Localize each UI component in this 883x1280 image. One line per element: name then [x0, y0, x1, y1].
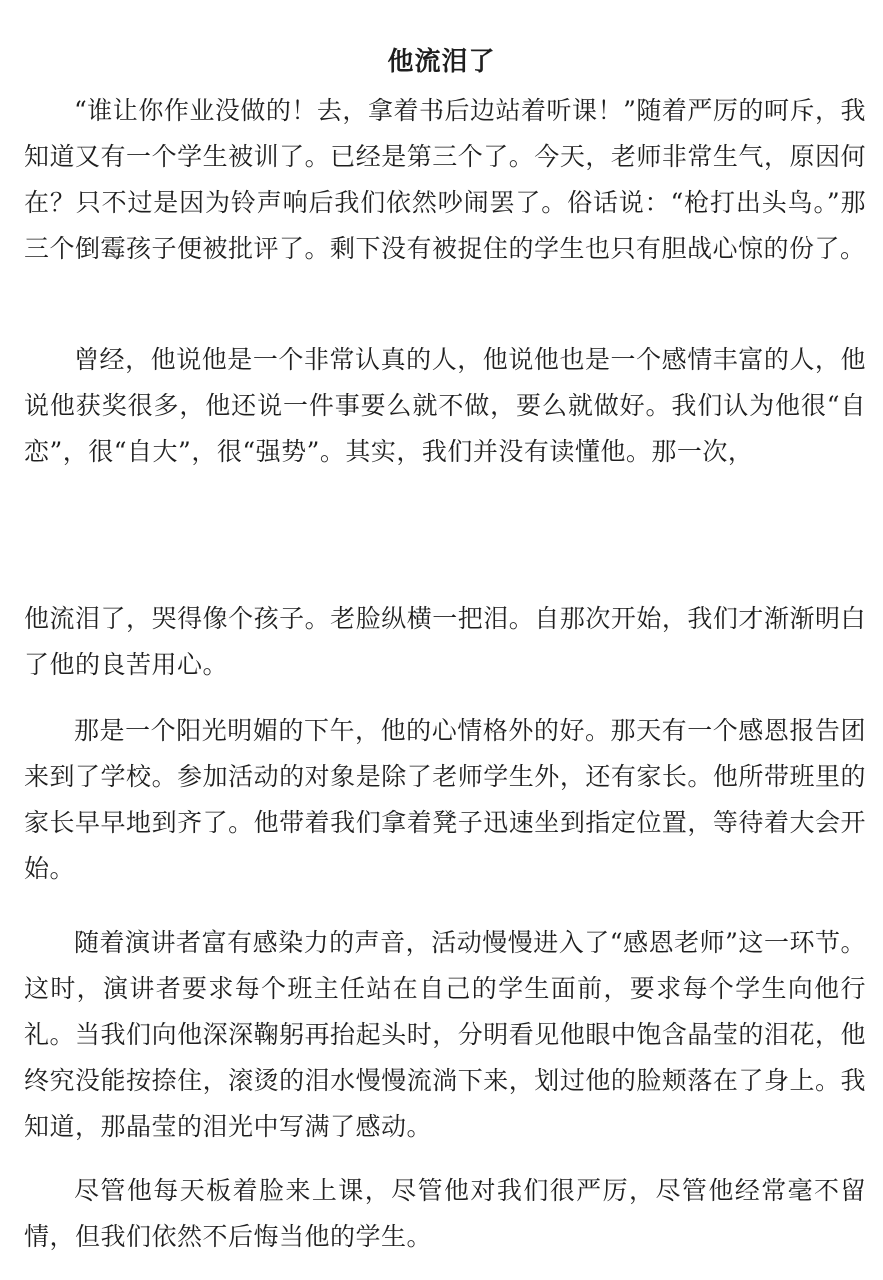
paragraph-3: 他流泪了，哭得像个孩子。老脸纵横一把泪。自那次开始，我们才渐渐明白了他的良苦用心。	[24, 604, 866, 679]
paragraph-1: “谁让你作业没做的！去，拿着书后边站着听课！”随着严厉的呵斥，我知道又有一个学生被训了。已经是第三个了。今天，老师非常生气，原因何在？只不过是因为铃声响后我们依然吵闹罢了。俗话说：“枪打出头鸟。”那三个倒霉孩子便被批评了。剩下没有被捉住的学生也只有胆战心惊的份了。	[24, 96, 866, 263]
paragraph-2: 曾经，他说他是一个非常认真的人，他说他也是一个感情丰富的人，他说他获奖很多，他还说一件事要么就不做，要么就做好。我们认为他很“自恋”，很“自大”，很“强势”。其实，我们并没有读懂他。那一次，	[24, 345, 866, 466]
document-title: 他流泪了	[387, 47, 496, 77]
paragraph-6: 尽管他每天板着脸来上课，尽管他对我们很严厉，尽管他经常毫不留情，但我们依然不后悔当他的学生。	[24, 1176, 866, 1251]
paragraph-4: 那是一个阳光明媚的下午，他的心情格外的好。那天有一个感恩报告团来到了学校。参加活动的对象是除了老师学生外，还有家长。他所带班里的家长早早地到齐了。他带着我们拿着凳子迅速坐到指定位置，等待着大会开始。	[24, 716, 866, 883]
paragraph-5: 随着演讲者富有感染力的声音，活动慢慢进入了“感恩老师”这一环节。这时，演讲者要求每个班主任站在自己的学生面前，要求每个学生向他行礼。当我们向他深深鞠躬再抬起头时，分明看见他眼中饱含晶莹的泪花，他终究没能按捺住，滚烫的泪水慢慢流淌下来，划过他的脸颊落在了身上。我知道，那晶莹的泪光中写满了感动。	[24, 928, 866, 1141]
